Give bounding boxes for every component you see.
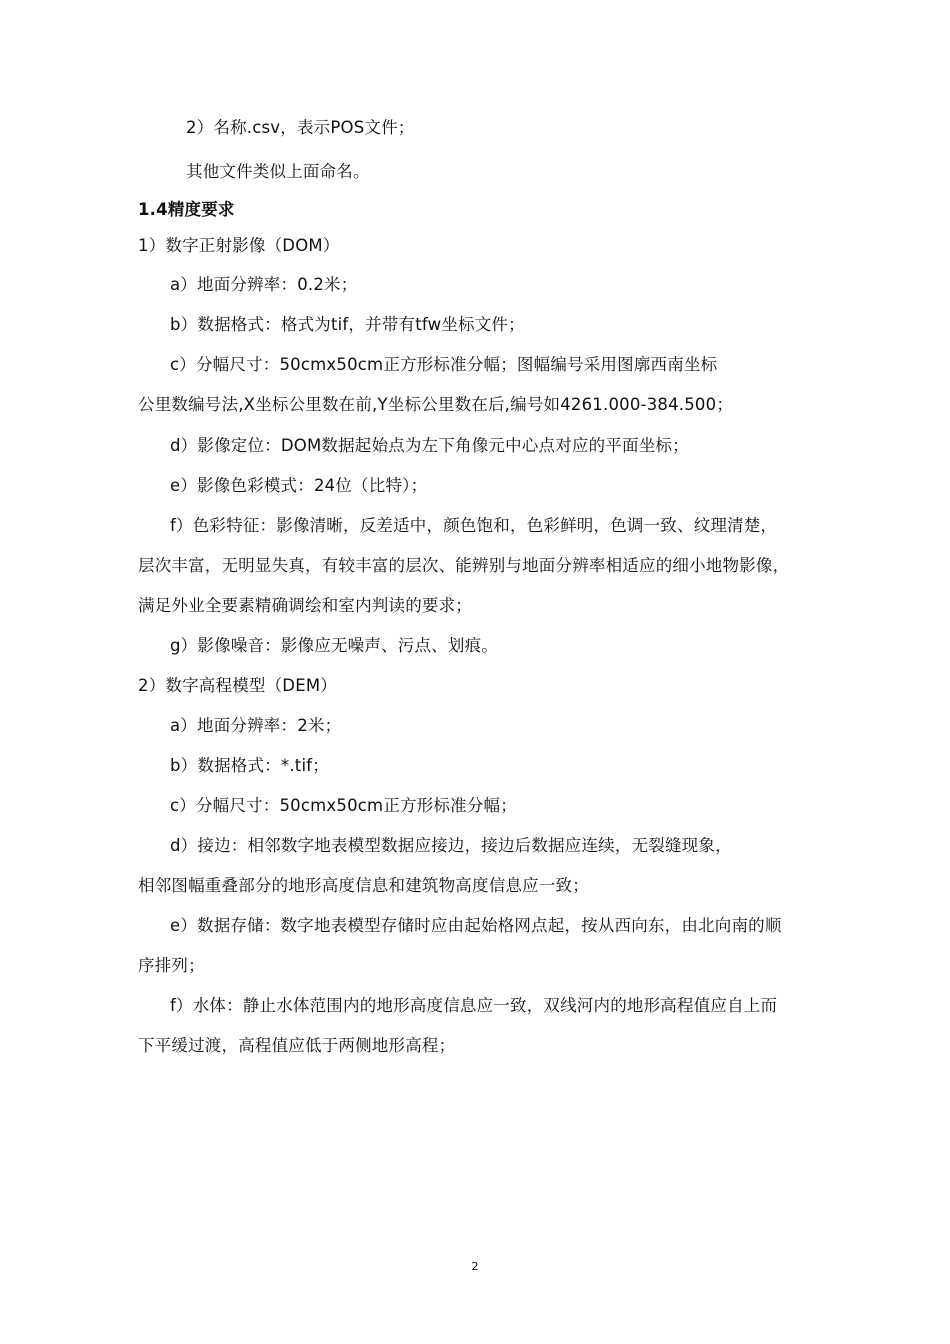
text-line: 公里数编号法,X坐标公里数在前,Y坐标公里数在后,编号如4261.000-384.500；: [138, 395, 734, 414]
text-line: 满足外业全要素精确调绘和室内判读的要求；: [138, 596, 472, 615]
text-line: 序排列；: [138, 956, 205, 975]
text-line: c）分幅尺寸：50cmx50cm正方形标准分幅；图幅编号采用图廓西南坐标: [170, 355, 718, 374]
section-heading: 1.4精度要求: [138, 200, 235, 219]
subsection-heading: 2）数字高程模型（DEM）: [138, 676, 337, 695]
text-line: f）水体：静止水体范围内的地形高度信息应一致，双线河内的地形高程值应自上而: [170, 996, 778, 1015]
text-line: 下平缓过渡，高程值应低于两侧地形高程；: [138, 1036, 456, 1055]
text-line: 2）名称.csv，表示POS文件；: [186, 118, 415, 137]
text-line: 其他文件类似上面命名。: [186, 162, 370, 181]
text-line: b）数据格式：格式为tif，并带有tfw坐标文件；: [170, 315, 525, 334]
text-line: g）影像噪音：影像应无噪声、污点、划痕。: [170, 636, 498, 655]
page-number: 2: [471, 1260, 479, 1273]
text-line: 相邻图幅重叠部分的地形高度信息和建筑物高度信息应一致；: [138, 876, 589, 895]
text-line: d）影像定位：DOM数据起始点为左下角像元中心点对应的平面坐标；: [170, 436, 689, 455]
text-line: b）数据格式：*.tif；: [170, 756, 329, 775]
text-line: e）数据存储：数字地表模型存储时应由起始格网点起，按从西向东，由北向南的顺: [170, 916, 782, 935]
subsection-heading: 1）数字正射影像（DOM）: [138, 236, 340, 255]
text-line: a）地面分辨率：0.2米；: [170, 275, 358, 294]
text-line: d）接边：相邻数字地表模型数据应接边，接边后数据应连续，无裂缝现象，: [170, 836, 732, 855]
text-line: e）影像色彩模式：24位（比特）；: [170, 476, 428, 495]
text-line: 层次丰富，无明显失真，有较丰富的层次、能辨别与地面分辨率相适应的细小地物影像，: [138, 556, 790, 575]
text-line: a）地面分辨率：2米；: [170, 716, 342, 735]
text-line: f）色彩特征：影像清晰，反差适中，颜色饱和，色彩鲜明，色调一致、纹理清楚，: [170, 516, 778, 535]
text-line: c）分幅尺寸：50cmx50cm正方形标准分幅；: [170, 796, 517, 815]
